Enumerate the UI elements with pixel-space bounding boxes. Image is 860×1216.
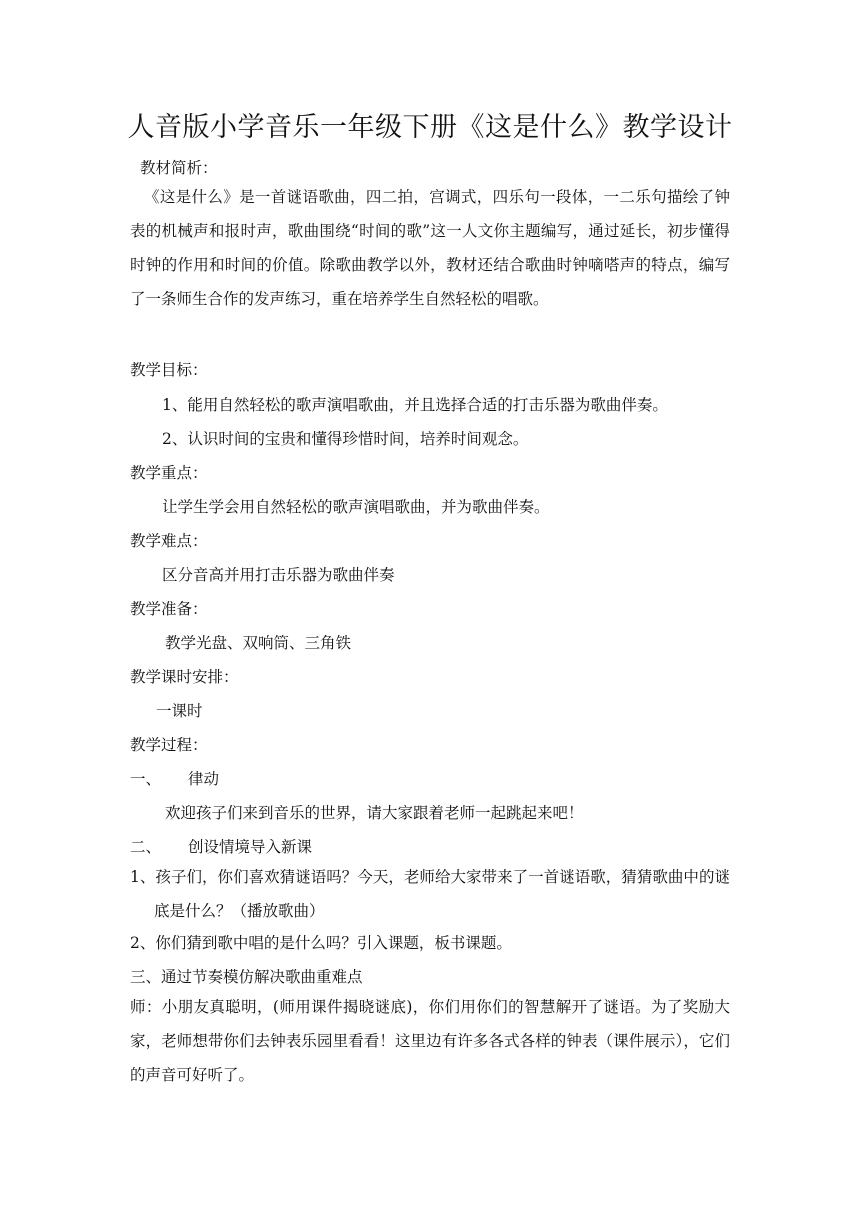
difficulty-heading: 教学难点： bbox=[130, 532, 208, 550]
step-2-item-1: 1、孩子们，你们喜欢猜谜语吗？今天，老师给大家带来了一首谜语歌，猜猜歌曲中的谜底是什么？（播放歌曲） bbox=[130, 868, 730, 920]
step-1-text: 欢迎孩子们来到音乐的世界，请大家跟着老师一起跳起来吧！ bbox=[165, 804, 584, 822]
step-1-number: 一、 bbox=[130, 770, 162, 788]
schedule-text: 一课时 bbox=[156, 702, 203, 720]
goals-heading: 教学目标： bbox=[130, 361, 208, 379]
prep-heading: 教学准备： bbox=[130, 600, 208, 618]
step-2-title: 创设情境导入新课 bbox=[188, 838, 313, 856]
focus-heading: 教学重点： bbox=[130, 464, 208, 482]
process-heading: 教学过程： bbox=[130, 736, 208, 754]
step-3-paragraph: 师：小朋友真聪明，(师用课件揭晓谜底)，你们用你们的智慧解开了谜语。为了奖励大家，老师想带你们去钟表乐园里看看！这里边有许多各式各样的钟表（课件展示），它们的声音可好听了。 bbox=[130, 998, 730, 1084]
goal-item-1: 1、能用自然轻松的歌声演唱歌曲，并且选择合适的打击乐器为歌曲伴奏。 bbox=[162, 396, 668, 414]
step-2-number: 二、 bbox=[130, 838, 162, 856]
step-2-item-2: 2、你们猜到歌中唱的是什么吗？引入课题，板书课题。 bbox=[130, 934, 512, 952]
schedule-heading: 教学课时安排： bbox=[130, 668, 239, 686]
step-2-heading bbox=[130, 835, 312, 859]
difficulty-text: 区分音高并用打击乐器为歌曲伴奏 bbox=[162, 566, 395, 584]
prep-text: 教学光盘、双响筒、三角铁 bbox=[165, 634, 352, 652]
document-title: 人音版小学音乐一年级下册《这是什么》教学设计 bbox=[127, 112, 733, 143]
step-1-heading bbox=[130, 767, 219, 791]
goal-item-2: 2、认识时间的宝贵和懂得珍惜时间，培养时间观念。 bbox=[162, 430, 529, 448]
step-3-heading: 三、通过节奏模仿解决歌曲重难点 bbox=[130, 968, 363, 986]
focus-text: 让学生学会用自然轻松的歌声演唱歌曲，并为歌曲伴奏。 bbox=[162, 498, 550, 516]
analysis-paragraph: 《这是什么》是一首谜语歌曲，四二拍，宫调式，四乐句一段体，一二乐句描绘了钟表的机械声和报时声，歌曲围绕“时间的歌”这一人文你主题编写，通过延长，初步懂得时钟的作用和时间的价值。除歌曲教学以外，教材还结合歌曲时钟嘀嗒声的特点，编写了一条师生合作的发声练习，重在培养学生自然轻松的唱歌。 bbox=[130, 188, 730, 308]
step-1-title: 律动 bbox=[188, 770, 220, 788]
analysis-heading: 教材简析： bbox=[140, 159, 218, 177]
